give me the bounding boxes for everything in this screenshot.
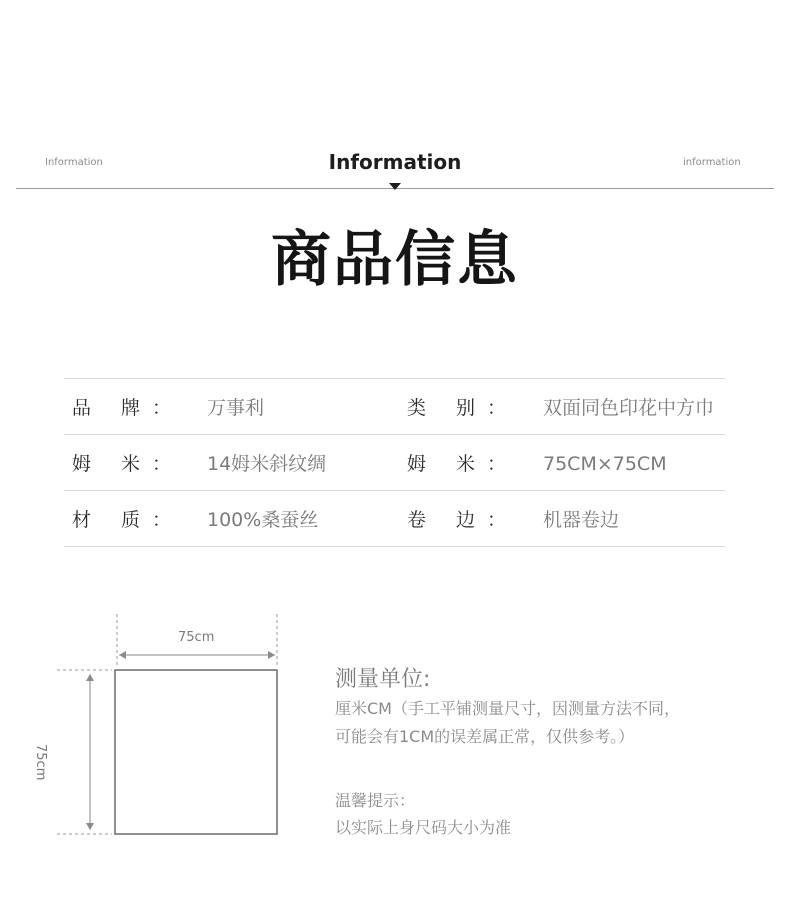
value-material: 100%桑蚕丝 [207,509,319,531]
measurement-note-line1: 厘米CM（手工平铺测量尺寸，因测量方法不同， [335,699,680,718]
label-material: 材 质： [72,509,184,531]
value-size: 75CM×75CM [543,453,667,475]
label-hem: 卷 边： [407,509,519,531]
arrow-right-icon [268,651,275,659]
page-title: 商品信息 [271,225,519,295]
label-category: 类 别： [407,397,519,419]
measurement-title: 测量单位: [335,667,431,692]
label-size: 姆 米： [407,453,519,475]
scarf-square [115,670,277,834]
value-hem: 机器卷边 [543,509,620,531]
arrow-left-icon [119,651,126,659]
arrow-up-icon [86,674,94,681]
info-label-right: information [683,157,741,168]
label-momme: 姆 米： [72,453,184,475]
width-label: 75cm [178,630,215,645]
tip-title: 温馨提示： [335,791,416,810]
measurement-note-line2: 可能会有1CM的误差属正常，仅供参考。） [335,727,635,746]
value-brand: 万事利 [207,397,265,419]
info-label-left: Information [45,157,103,168]
info-label-center: Information [328,150,462,174]
label-brand: 品 牌： [72,397,184,419]
value-category: 双面同色印花中方巾 [543,397,715,419]
value-momme: 14姆米斜纹绸 [207,453,327,475]
height-label: 75cm [33,744,48,781]
arrow-down-icon [86,823,94,830]
tip-text: 以实际上身尺码大小为准 [335,818,512,837]
